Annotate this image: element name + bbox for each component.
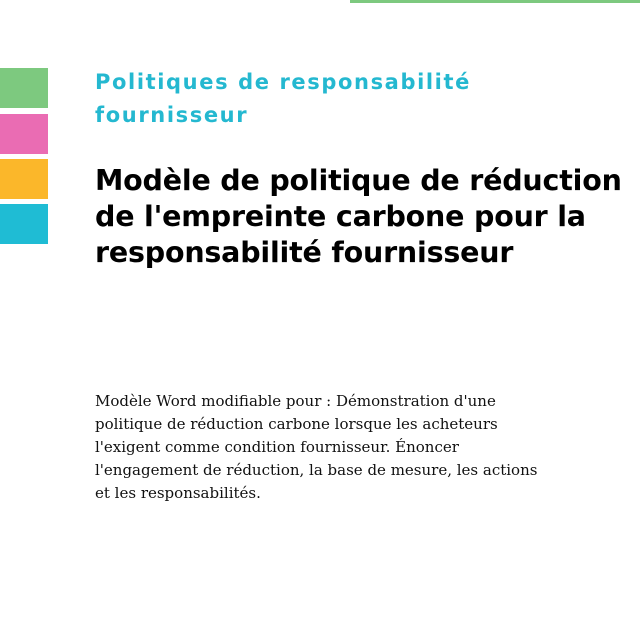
top-accent-line	[350, 0, 640, 3]
cyan-color-bar	[0, 204, 48, 244]
yellow-color-bar	[0, 159, 48, 199]
pink-color-bar	[0, 114, 48, 154]
document-title: Modèle de politique de réduction de l'empreinte carbone pour la responsabilité fournisseur	[95, 164, 622, 269]
green-color-bar	[0, 68, 48, 108]
category-heading: Politiques de responsabilité fournisseur	[95, 70, 471, 127]
document-description: Modèle Word modifiable pour : Démonstration d'une politique de réduction carbone lorsque les acheteurs l'exigent comme condition fournisseur. Énoncer l'engagement de réduction, la base de mesure, les actions et les responsabilités.	[95, 392, 538, 502]
